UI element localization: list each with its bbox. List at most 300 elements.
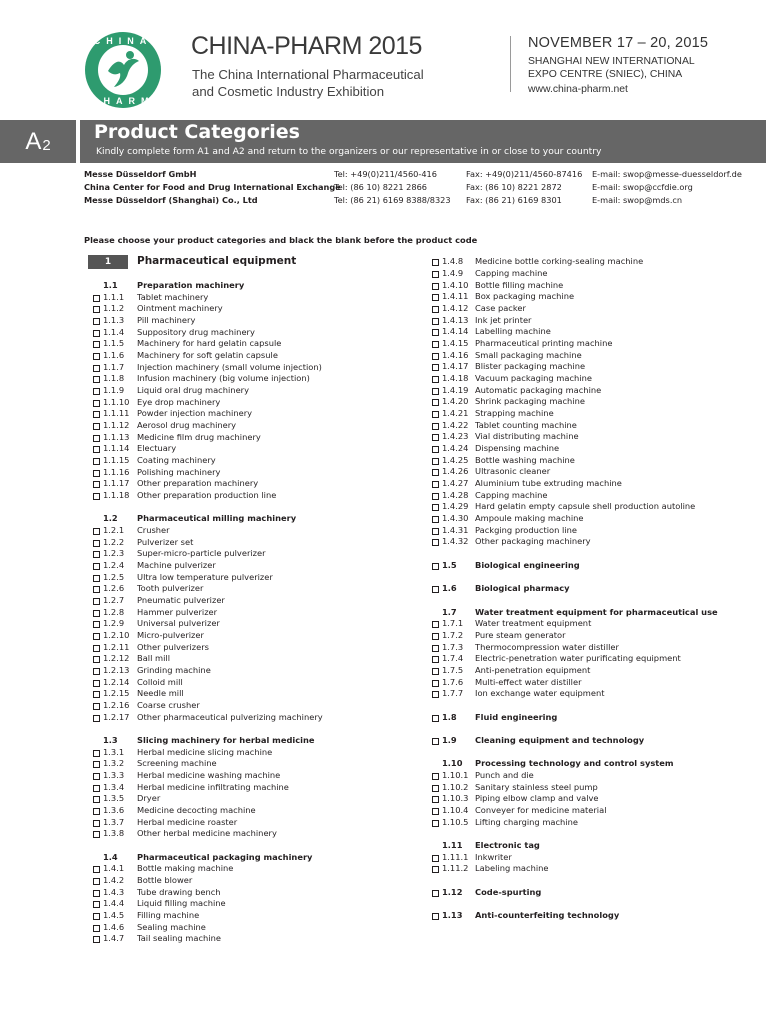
- category-checkbox[interactable]: [93, 633, 100, 640]
- category-label: Small packaging machine: [475, 350, 582, 360]
- category-label: Colloid mill: [137, 677, 183, 687]
- contact-email[interactable]: E-mail: swop@messe-duesseldorf.de: [592, 169, 742, 179]
- category-checkbox[interactable]: [432, 808, 439, 815]
- category-checkbox[interactable]: [93, 598, 100, 605]
- category-code: 1.1.13: [103, 432, 130, 442]
- category-checkbox[interactable]: [93, 645, 100, 652]
- form-code-number: 2: [42, 136, 51, 154]
- category-code: 1.4: [103, 852, 118, 862]
- category-checkbox[interactable]: [93, 680, 100, 687]
- category-code: 1.9: [442, 735, 457, 745]
- contact-tel: Tel: (86 10) 8221 2866: [334, 182, 427, 192]
- category-checkbox[interactable]: [432, 504, 439, 511]
- contact-org: Messe Düsseldorf GmbH: [84, 169, 197, 179]
- category-code: 1.1.15: [103, 455, 130, 465]
- category-code: 1.4.25: [442, 455, 469, 465]
- choose-instruction: Please choose your product categories and black the blank before the product code: [84, 235, 478, 245]
- category-label: Polishing machinery: [137, 467, 221, 477]
- category-code: 1.5: [442, 560, 457, 570]
- category-label: Capping machine: [475, 490, 548, 500]
- category-label: Packging production line: [475, 525, 577, 535]
- category-code: 1.4.16: [442, 350, 469, 360]
- category-label: Crusher: [137, 525, 170, 535]
- category-code: 1.4.19: [442, 385, 469, 395]
- category-code: 1.11.2: [442, 863, 469, 873]
- category-code: 1.4.20: [442, 396, 469, 406]
- section-number: 1: [88, 255, 128, 269]
- category-checkbox[interactable]: [432, 399, 439, 406]
- category-label: Tablet machinery: [137, 292, 209, 302]
- website-link[interactable]: www.china-pharm.net: [528, 84, 628, 95]
- category-code: 1.2: [103, 513, 118, 523]
- category-checkbox[interactable]: [93, 761, 100, 768]
- category-code: 1.10.3: [442, 793, 469, 803]
- category-checkbox[interactable]: [93, 470, 100, 477]
- category-code: 1.2.5: [103, 572, 125, 582]
- category-code: 1.7.4: [442, 653, 464, 663]
- category-label: Ultra low temperature pulverizer: [137, 572, 273, 582]
- category-label: Inkwriter: [475, 852, 512, 862]
- category-label: Super-micro-particle pulverizer: [137, 548, 266, 558]
- category-checkbox[interactable]: [93, 481, 100, 488]
- category-code: 1.1.9: [103, 385, 125, 395]
- category-code: 1.4.17: [442, 361, 469, 371]
- category-label: Micro-pulverizer: [137, 630, 204, 640]
- category-code: 1.7.3: [442, 642, 464, 652]
- category-code: 1.3.3: [103, 770, 125, 780]
- category-label: Tube drawing bench: [137, 887, 221, 897]
- category-label: Multi-effect water distiller: [475, 677, 582, 687]
- category-checkbox[interactable]: [93, 610, 100, 617]
- category-checkbox[interactable]: [93, 528, 100, 535]
- category-code: 1.1.7: [103, 362, 125, 372]
- category-label: Other preparation production line: [137, 490, 277, 500]
- category-code: 1.2.9: [103, 618, 125, 628]
- category-code: 1.4.14: [442, 326, 469, 336]
- category-checkbox[interactable]: [432, 913, 439, 920]
- category-label: Filling machine: [137, 910, 200, 920]
- category-checkbox[interactable]: [432, 785, 439, 792]
- category-checkbox[interactable]: [93, 890, 100, 897]
- category-label: Eye drop machinery: [137, 397, 221, 407]
- category-checkbox[interactable]: [93, 551, 100, 558]
- category-label: Ink jet printer: [475, 315, 532, 325]
- category-code: 1.1.10: [103, 397, 130, 407]
- category-label: Fluid engineering: [475, 712, 558, 722]
- category-label: Processing technology and control system: [475, 758, 674, 768]
- category-checkbox[interactable]: [93, 341, 100, 348]
- category-code: 1.2.13: [103, 665, 130, 675]
- category-label: Case packer: [475, 303, 526, 313]
- category-label: Punch and die: [475, 770, 534, 780]
- category-label: Vial distributing machine: [475, 431, 579, 441]
- category-code: 1.2.16: [103, 700, 130, 710]
- category-label: Conveyer for medicine material: [475, 805, 607, 815]
- category-code: 1.2.17: [103, 712, 130, 722]
- category-label: Pharmaceutical milling machinery: [137, 513, 297, 523]
- category-checkbox[interactable]: [93, 435, 100, 442]
- category-label: Liquid filling machine: [137, 898, 226, 908]
- category-code: 1.2.4: [103, 560, 125, 570]
- category-checkbox[interactable]: [432, 434, 439, 441]
- category-code: 1.4.10: [442, 280, 469, 290]
- contact-email[interactable]: E-mail: swop@mds.cn: [592, 195, 683, 205]
- category-label: Other packaging machinery: [475, 536, 591, 546]
- category-checkbox[interactable]: [432, 563, 439, 570]
- form-code: [0, 120, 76, 163]
- category-code: 1.4.5: [103, 910, 125, 920]
- category-checkbox[interactable]: [432, 306, 439, 313]
- category-label: Water treatment equipment: [475, 618, 592, 628]
- category-checkbox[interactable]: [432, 586, 439, 593]
- category-checkbox[interactable]: [93, 621, 100, 628]
- category-code: 1.3.5: [103, 793, 125, 803]
- category-checkbox[interactable]: [93, 785, 100, 792]
- category-code: 1.7.1: [442, 618, 464, 628]
- category-label: Ultrasonic cleaner: [475, 466, 551, 476]
- category-code: 1.4.11: [442, 291, 469, 301]
- category-code: 1.10.1: [442, 770, 469, 780]
- category-code: 1.2.6: [103, 583, 125, 593]
- category-checkbox[interactable]: [432, 528, 439, 535]
- category-code: 1.1.2: [103, 303, 125, 313]
- category-label: Electric-penetration water purificating equipment: [475, 653, 681, 663]
- category-checkbox[interactable]: [93, 330, 100, 337]
- category-label: Electuary: [137, 443, 177, 453]
- category-label: Tail sealing machine: [137, 933, 221, 943]
- category-code: 1.4.9: [442, 268, 464, 278]
- category-checkbox[interactable]: [432, 283, 439, 290]
- category-label: Machinery for hard gelatin capsule: [137, 338, 282, 348]
- category-checkbox[interactable]: [432, 353, 439, 360]
- category-label: Hammer pulverizer: [137, 607, 218, 617]
- category-label: Other pharmaceutical pulverizing machinery: [137, 712, 323, 722]
- contact-fax: Fax: (86 10) 8221 2872: [466, 182, 562, 192]
- category-checkbox[interactable]: [93, 668, 100, 675]
- category-checkbox[interactable]: [93, 703, 100, 710]
- category-label: Box packaging machine: [475, 291, 575, 301]
- category-code: 1.4.22: [442, 420, 469, 430]
- category-checkbox[interactable]: [432, 668, 439, 675]
- category-checkbox[interactable]: [432, 493, 439, 500]
- category-checkbox[interactable]: [93, 446, 100, 453]
- svg-text:PHARM: PHARM: [91, 96, 155, 106]
- category-code: 1.4.7: [103, 933, 125, 943]
- category-checkbox[interactable]: [432, 411, 439, 418]
- category-checkbox[interactable]: [432, 469, 439, 476]
- category-checkbox[interactable]: [432, 388, 439, 395]
- category-label: Aerosol drug machinery: [137, 420, 237, 430]
- category-code: 1.4.2: [103, 875, 125, 885]
- category-code: 1.2.3: [103, 548, 125, 558]
- category-checkbox[interactable]: [432, 271, 439, 278]
- category-code: 1.4.12: [442, 303, 469, 313]
- category-checkbox[interactable]: [93, 388, 100, 395]
- category-label: Shrink packaging machine: [475, 396, 585, 406]
- contact-fax: Fax: +49(0)211/4560-87416: [466, 169, 583, 179]
- subtitle-line-2: and Cosmetic Industry Exhibition: [192, 84, 385, 99]
- category-checkbox[interactable]: [93, 295, 100, 302]
- category-code: 1.3.8: [103, 828, 125, 838]
- category-checkbox[interactable]: [432, 855, 439, 862]
- category-label: Code-spurting: [475, 887, 542, 897]
- category-code: 1.4.30: [442, 513, 469, 523]
- category-checkbox[interactable]: [432, 294, 439, 301]
- category-code: 1.2.7: [103, 595, 125, 605]
- category-label: Medicine decocting machine: [137, 805, 256, 815]
- form-code-letter: A: [25, 127, 42, 155]
- category-checkbox[interactable]: [432, 738, 439, 745]
- category-label: Preparation machinery: [137, 280, 245, 290]
- form-banner: [80, 120, 766, 163]
- category-label: Pulverizer set: [137, 537, 194, 547]
- category-code: 1.4.18: [442, 373, 469, 383]
- category-label: Sanitary stainless steel pump: [475, 782, 598, 792]
- category-code: 1.1.14: [103, 443, 130, 453]
- category-code: 1.7: [442, 607, 457, 617]
- exhibition-dates: NOVEMBER 17 – 20, 2015: [528, 35, 709, 51]
- category-label: Pharmaceutical packaging machinery: [137, 852, 313, 862]
- category-checkbox[interactable]: [432, 691, 439, 698]
- category-checkbox[interactable]: [93, 808, 100, 815]
- category-code: 1.2.10: [103, 630, 130, 640]
- category-code: 1.4.3: [103, 887, 125, 897]
- category-checkbox[interactable]: [432, 866, 439, 873]
- category-code: 1.1.11: [103, 408, 130, 418]
- category-checkbox[interactable]: [432, 645, 439, 652]
- category-code: 1.1: [103, 280, 118, 290]
- category-label: Machine pulverizer: [137, 560, 216, 570]
- category-label: Tooth pulverizer: [137, 583, 204, 593]
- category-code: 1.10: [442, 758, 463, 768]
- category-label: Herbal medicine roaster: [137, 817, 238, 827]
- contact-email[interactable]: E-mail: swop@ccfdie.org: [592, 182, 693, 192]
- category-label: Other preparation machinery: [137, 478, 259, 488]
- category-checkbox[interactable]: [432, 621, 439, 628]
- category-code: 1.6: [442, 583, 457, 593]
- category-checkbox[interactable]: [93, 365, 100, 372]
- category-label: Electronic tag: [475, 840, 540, 850]
- category-checkbox[interactable]: [93, 936, 100, 943]
- contact-organizations: [84, 168, 341, 207]
- category-code: 1.4.29: [442, 501, 469, 511]
- category-code: 1.10.2: [442, 782, 469, 792]
- category-code: 1.4.21: [442, 408, 469, 418]
- category-label: Other pulverizers: [137, 642, 209, 652]
- category-label: Strapping machine: [475, 408, 554, 418]
- category-checkbox[interactable]: [432, 890, 439, 897]
- category-checkbox[interactable]: [93, 493, 100, 500]
- category-code: 1.11.1: [442, 852, 469, 862]
- category-checkbox[interactable]: [93, 540, 100, 547]
- category-checkbox[interactable]: [93, 656, 100, 663]
- category-label: Herbal medicine slicing machine: [137, 747, 273, 757]
- category-label: Grinding machine: [137, 665, 211, 675]
- category-label: Lifting charging machine: [475, 817, 578, 827]
- form-heading: Product Categories: [94, 121, 300, 143]
- category-label: Bottle filling machine: [475, 280, 564, 290]
- category-code: 1.7.6: [442, 677, 464, 687]
- category-label: Tablet counting machine: [475, 420, 577, 430]
- category-checkbox[interactable]: [432, 446, 439, 453]
- category-code: 1.1.12: [103, 420, 130, 430]
- category-checkbox[interactable]: [432, 423, 439, 430]
- category-label: Labeling machine: [475, 863, 549, 873]
- category-label: Anti-penetration equipment: [475, 665, 591, 675]
- category-label: Needle mill: [137, 688, 184, 698]
- category-code: 1.13: [442, 910, 463, 920]
- category-code: 1.4.28: [442, 490, 469, 500]
- category-label: Other herbal medicine machinery: [137, 828, 277, 838]
- category-checkbox[interactable]: [93, 563, 100, 570]
- category-label: Pneumatic pulverizer: [137, 595, 225, 605]
- category-checkbox[interactable]: [432, 516, 439, 523]
- category-label: Pure steam generator: [475, 630, 566, 640]
- category-checkbox[interactable]: [93, 400, 100, 407]
- category-checkbox[interactable]: [432, 715, 439, 722]
- category-checkbox[interactable]: [93, 318, 100, 325]
- category-label: Herbal medicine washing machine: [137, 770, 281, 780]
- category-checkbox[interactable]: [432, 259, 439, 266]
- exhibition-venue: [528, 55, 695, 81]
- category-code: 1.1.6: [103, 350, 125, 360]
- category-checkbox[interactable]: [93, 913, 100, 920]
- category-checkbox[interactable]: [93, 866, 100, 873]
- category-checkbox[interactable]: [432, 633, 439, 640]
- header-divider: [510, 36, 511, 92]
- category-checkbox[interactable]: [432, 364, 439, 371]
- category-checkbox[interactable]: [93, 773, 100, 780]
- category-code: 1.7.7: [442, 688, 464, 698]
- category-checkbox[interactable]: [93, 458, 100, 465]
- category-label: Infusion machinery (big volume injection): [137, 373, 310, 383]
- category-checkbox[interactable]: [93, 575, 100, 582]
- category-code: 1.10.5: [442, 817, 469, 827]
- category-label: Hard gelatin empty capsule shell production autoline: [475, 501, 696, 511]
- category-label: Bottle blower: [137, 875, 193, 885]
- category-code: 1.3.6: [103, 805, 125, 815]
- category-label: Medicine film drug machinery: [137, 432, 261, 442]
- category-label: Machinery for soft gelatin capsule: [137, 350, 278, 360]
- exhibition-subtitle: [192, 66, 424, 100]
- china-pharm-logo: [84, 31, 162, 109]
- category-label: Piping elbow clamp and valve: [475, 793, 599, 803]
- category-checkbox[interactable]: [432, 329, 439, 336]
- category-checkbox[interactable]: [93, 750, 100, 757]
- category-code: 1.3.1: [103, 747, 125, 757]
- category-checkbox[interactable]: [432, 318, 439, 325]
- category-label: Biological pharmacy: [475, 583, 570, 593]
- section-title: Pharmaceutical equipment: [137, 255, 297, 267]
- contact-faxes: [466, 168, 582, 207]
- contact-org: Messe Düsseldorf (Shanghai) Co., Ltd: [84, 195, 258, 205]
- category-code: 1.1.3: [103, 315, 125, 325]
- svg-text:CHINA: CHINA: [93, 36, 153, 46]
- category-label: Capping machine: [475, 268, 548, 278]
- category-label: Screening machine: [137, 758, 217, 768]
- category-code: 1.2.11: [103, 642, 130, 652]
- venue-line-1: SHANGHAI NEW INTERNATIONAL: [528, 56, 695, 67]
- category-checkbox[interactable]: [93, 901, 100, 908]
- category-checkbox[interactable]: [432, 376, 439, 383]
- category-checkbox[interactable]: [432, 773, 439, 780]
- category-checkbox[interactable]: [93, 820, 100, 827]
- category-checkbox[interactable]: [432, 481, 439, 488]
- category-label: Dispensing machine: [475, 443, 560, 453]
- category-checkbox[interactable]: [93, 353, 100, 360]
- category-checkbox[interactable]: [93, 586, 100, 593]
- category-checkbox[interactable]: [432, 656, 439, 663]
- category-code: 1.4.4: [103, 898, 125, 908]
- category-code: 1.4.32: [442, 536, 469, 546]
- category-code: 1.4.23: [442, 431, 469, 441]
- category-checkbox[interactable]: [432, 341, 439, 348]
- category-code: 1.4.8: [442, 256, 464, 266]
- contact-org: China Center for Food and Drug International Exchange: [84, 182, 341, 192]
- category-label: Bottle washing machine: [475, 455, 575, 465]
- category-label: Biological engineering: [475, 560, 580, 570]
- category-code: 1.2.15: [103, 688, 130, 698]
- category-label: Ion exchange water equipment: [475, 688, 605, 698]
- category-checkbox[interactable]: [93, 878, 100, 885]
- category-code: 1.8: [442, 712, 457, 722]
- category-checkbox[interactable]: [93, 831, 100, 838]
- category-label: Dryer: [137, 793, 161, 803]
- category-checkbox[interactable]: [93, 925, 100, 932]
- category-checkbox[interactable]: [93, 796, 100, 803]
- category-checkbox[interactable]: [93, 691, 100, 698]
- category-label: Herbal medicine infiltrating machine: [137, 782, 289, 792]
- category-code: 1.4.15: [442, 338, 469, 348]
- category-checkbox[interactable]: [432, 796, 439, 803]
- category-checkbox[interactable]: [432, 680, 439, 687]
- category-code: 1.2.1: [103, 525, 125, 535]
- category-checkbox[interactable]: [432, 820, 439, 827]
- category-code: 1.4.13: [442, 315, 469, 325]
- category-code: 1.7.2: [442, 630, 464, 640]
- category-checkbox[interactable]: [432, 458, 439, 465]
- category-checkbox[interactable]: [93, 306, 100, 313]
- category-label: Anti-counterfeiting technology: [475, 910, 620, 920]
- category-code: 1.4.24: [442, 443, 469, 453]
- category-checkbox[interactable]: [93, 423, 100, 430]
- category-code: 1.2.2: [103, 537, 125, 547]
- category-checkbox[interactable]: [93, 411, 100, 418]
- category-code: 1.11: [442, 840, 463, 850]
- category-label: Automatic packaging machine: [475, 385, 602, 395]
- category-checkbox[interactable]: [93, 715, 100, 722]
- category-code: 1.1.4: [103, 327, 125, 337]
- category-label: Coating machinery: [137, 455, 216, 465]
- category-label: Universal pulverizer: [137, 618, 220, 628]
- exhibition-title: CHINA-PHARM 2015: [191, 32, 422, 60]
- category-label: Cleaning equipment and technology: [475, 735, 645, 745]
- category-code: 1.4.27: [442, 478, 469, 488]
- category-label: Ointment machinery: [137, 303, 223, 313]
- category-checkbox[interactable]: [93, 376, 100, 383]
- category-code: 1.12: [442, 887, 463, 897]
- contact-phones: [334, 168, 451, 207]
- category-label: Thermocompression water distiller: [475, 642, 619, 652]
- category-label: Medicine bottle corking-sealing machine: [475, 256, 644, 266]
- contact-fax: Fax: (86 21) 6169 8301: [466, 195, 562, 205]
- category-code: 1.1.17: [103, 478, 130, 488]
- category-label: Vacuum packaging machine: [475, 373, 592, 383]
- category-label: Ampoule making machine: [475, 513, 584, 523]
- category-code: 1.1.16: [103, 467, 130, 477]
- category-label: Injection machinery (small volume injection): [137, 362, 322, 372]
- category-checkbox[interactable]: [432, 539, 439, 546]
